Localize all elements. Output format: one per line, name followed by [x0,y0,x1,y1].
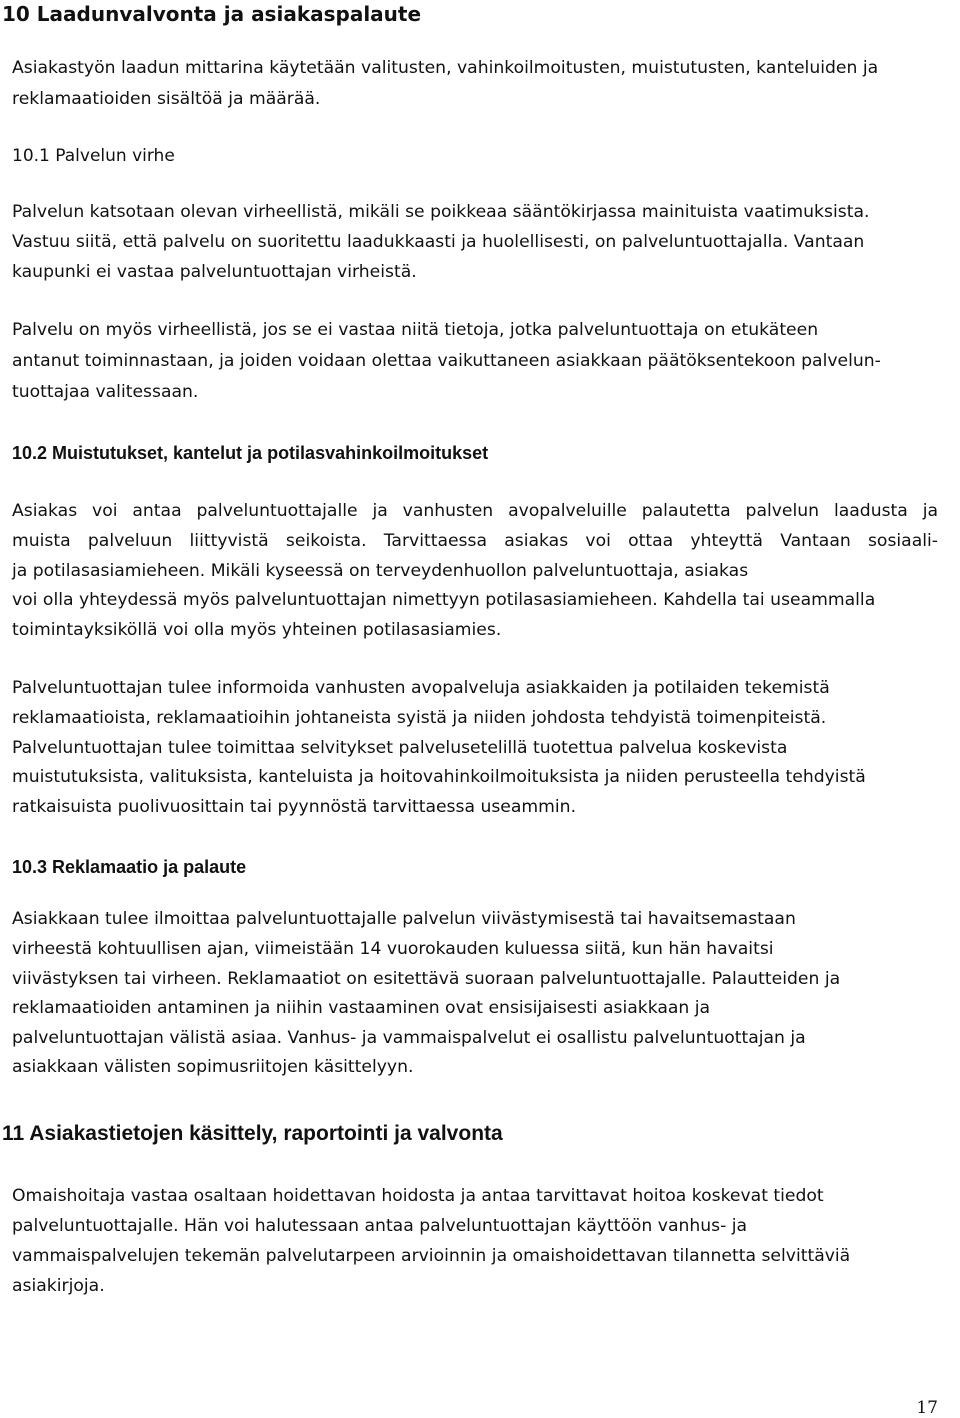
section-10-3-p1-line: virheestä kohtuullisen ajan, viimeistään 14 vuorokauden kuluessa siitä, kun hän havaitsi [12,939,774,959]
section-10-3-p1-line: palveluntuottajan välistä asiaa. Vanhus- ja vammaispalvelut ei osallistu palveluntuottajan ja [12,1028,806,1048]
section-10-3-p1-line: viivästyksen tai virheen. Reklamaatiot on esitettävä suoraan palveluntuottajalle. Palautteiden ja [12,969,841,989]
section-10-1-p2-line: Palvelu on myös virheellistä, jos se ei vastaa niitä tietoja, jotka palveluntuottaja on etukäteen [12,320,819,340]
page-number: 17 [916,1398,938,1418]
section-10-intro-line: reklamaatioiden sisältöä ja määrää. [12,89,321,109]
section-11-p1-line: palveluntuottajalle. Hän voi halutessaan antaa palveluntuottajan käyttöön vanhus- ja [12,1216,748,1236]
section-10-2-p2-line: ratkaisuista puolivuosittain tai pyynnöstä tarvittaessa useammin. [12,797,577,817]
section-10-1-p1-line: Vastuu siitä, että palvelu on suoritettu laadukkaasti ja huolellisesti, on palveluntuottajalla. Vantaan [12,232,865,252]
section-10-1-p2-line: tuottajaa valitessaan. [12,382,199,402]
section-10-3-p1-line: Asiakkaan tulee ilmoittaa palveluntuottajalle palvelun viivästymisestä tai havaitsemastaan [12,909,796,929]
section-10-1-p1-line: kaupunki ei vastaa palveluntuottajan virheistä. [12,262,417,282]
section-10-2-p2-line: Palveluntuottajan tulee informoida vanhusten avopalveluja asiakkaiden ja potilaiden tekemistä [12,678,830,698]
section-10-3-heading: 10.3 Reklamaatio ja palaute [12,857,247,877]
section-10-2-heading: 10.2 Muistutukset, kantelut ja potilasvahinkoilmoitukset [12,443,489,463]
section-10-heading: 10 Laadunvalvonta ja asiakaspalaute [2,2,422,26]
section-10-2-p2-line: reklamaatioista, reklamaatioihin johtaneista syistä ja niiden johdosta tehdyistä toimenpiteistä. [12,708,827,728]
section-10-1-heading: 10.1 Palvelun virhe [12,146,175,166]
section-11-p1-line: vammaispalvelujen tekemän palvelutarpeen arvioinnin ja omaishoidettavan tilannetta selvittäviä [12,1246,851,1266]
section-10-2-p2-line: Palveluntuottajan tulee toimittaa selvitykset palvelusetelillä tuotettua palvelua koskevista [12,738,788,758]
section-10-3-p1-line: reklamaatioiden antaminen ja niihin vastaaminen ovat ensisijaisesti asiakkaan ja [12,998,711,1018]
section-10-2-p1-line: muista palveluun liittyvistä seikoista. Tarvittaessa asiakas voi ottaa yhteyttä Vantaan sosiaali- [12,531,938,551]
section-10-2-p1-line: ja potilasasiamieheen. Mikäli kyseessä on terveydenhuollon palveluntuottaja, asiakas [12,561,749,581]
section-10-3-p1-line: asiakkaan välisten sopimusriitojen käsittelyyn. [12,1057,414,1077]
section-10-2-p1-line: toimintayksiköllä voi olla myös yhteinen potilasasiamies. [12,620,502,640]
section-10-2-p1-line: Asiakas voi antaa palveluntuottajalle ja vanhusten avopalveluille palautetta palvelun laadusta ja [12,501,938,521]
section-10-2-p2-line: muistutuksista, valituksista, kanteluista ja hoitovahinkoilmoituksista ja niiden perusteella tehdyistä [12,767,866,787]
section-10-2-p1-line: voi olla yhteydessä myös palveluntuottajan nimettyyn potilasasiamieheen. Kahdella tai useammalla [12,590,876,610]
section-10-intro-line: Asiakastyön laadun mittarina käytetään valitusten, vahinkoilmoitusten, muistutusten, kanteluiden ja [12,58,879,78]
section-11-p1-line: Omaishoitaja vastaa osaltaan hoidettavan hoidosta ja antaa tarvittavat hoitoa koskevat tiedot [12,1186,824,1206]
section-10-1-p2-line: antanut toiminnastaan, ja joiden voidaan olettaa vaikuttaneen asiakkaan päätöksentekoon palvelun- [12,351,881,371]
section-10-1-p1-line: Palvelun katsotaan olevan virheellistä, mikäli se poikkeaa sääntökirjassa mainituista vaatimuksista. [12,202,870,222]
section-11-heading: 11 Asiakastietojen käsittely, raportointi ja valvonta [2,1122,503,1145]
section-11-p1-line: asiakirjoja. [12,1276,105,1296]
